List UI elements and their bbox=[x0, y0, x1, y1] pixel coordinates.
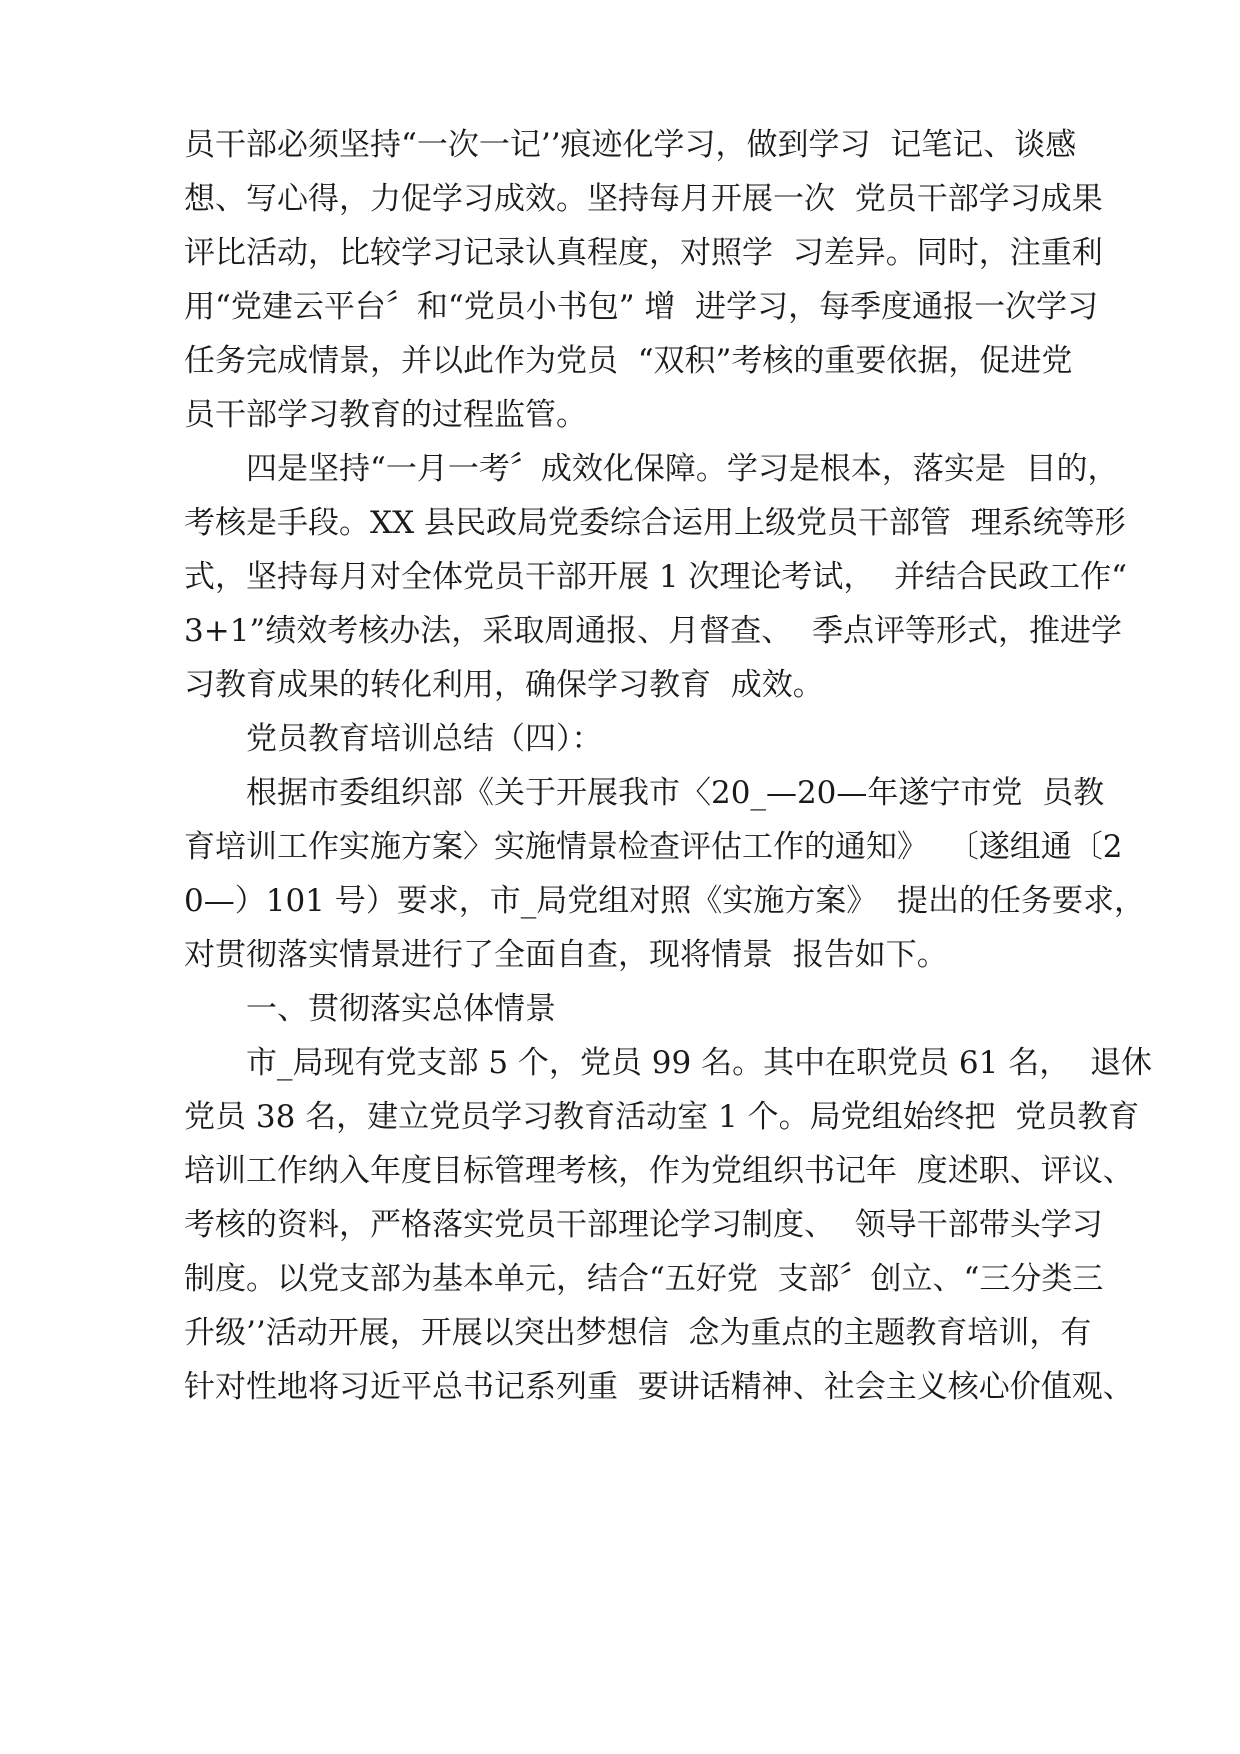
text-line: 式，坚持每月对全体党员干部开展 1 次理论考试， 并结合民政工作“ bbox=[184, 559, 1127, 595]
text-line: 3+1”绩效考核办法，采取周通报、月督查、 季点评等形式，推进学 bbox=[184, 613, 1122, 649]
section-heading: 一、贯彻落实总体情景 bbox=[246, 991, 556, 1027]
text-line: 市_局现有党支部 5 个，党员 99 名。其中在职党员 61 名， 退休 bbox=[246, 1045, 1152, 1081]
text-line: 0—）101 号）要求，市_局党组对照《实施方案》 提出的任务要求， bbox=[184, 883, 1145, 919]
text-line: 培训工作纳入年度目标管理考核，作为党组织书记年 度述职、评议、 bbox=[184, 1153, 1134, 1189]
text-line: 考核的资料，严格落实党员干部理论学习制度、 领导干部带头学习 bbox=[184, 1207, 1103, 1243]
text-line: 育培训工作实施方案〉实施情景检查评估工作的通知》 〔遂组通〔2 bbox=[184, 829, 1123, 865]
text-line: 考核是手段。XX 县民政局党委综合运用上级党员干部管 理系统等形 bbox=[184, 505, 1126, 541]
text-line: 想、写心得，力促学习成效。坚持每月开展一次 党员干部学习成果 bbox=[184, 181, 1103, 217]
text-line: 对贯彻落实情景进行了全面自查，现将情景 报告如下。 bbox=[184, 937, 948, 973]
text-line: 针对性地将习近平总书记系列重 要讲话精神、社会主义核心价值观、 bbox=[184, 1369, 1134, 1405]
text-line: 根据市委组织部《关于开展我市〈20_—20—年遂宁市党 员教 bbox=[246, 775, 1105, 811]
text-line: 用“党建云平台〞和“党员小书包” 增 进学习，每季度通报一次学习 bbox=[184, 289, 1099, 325]
text-line: 员干部学习教育的过程监管。 bbox=[184, 397, 587, 433]
text-line: 评比活动，比较学习记录认真程度，对照学 习差异。同时，注重利 bbox=[184, 235, 1103, 271]
text-line: 员干部必须坚持“一次一记’’痕迹化学习，做到学习 记笔记、谈感 bbox=[184, 127, 1077, 163]
text-line: 升级’’活动开展，开展以突出梦想信 念为重点的主题教育培训，有 bbox=[184, 1315, 1092, 1351]
text-line: 党员 38 名，建立党员学习教育活动室 1 个。局党组始终把 党员教育 bbox=[184, 1099, 1140, 1135]
text-line: 四是坚持“一月一考〞成效化保障。学习是根本，落实是 目的， bbox=[246, 451, 1119, 487]
text-line: 任务完成情景，并以此作为党员 “双积”考核的重要依据，促进党 bbox=[184, 343, 1073, 379]
text-line: 习教育成果的转化利用，确保学习教育 成效。 bbox=[184, 667, 824, 703]
section-heading: 党员教育培训总结（四）： bbox=[246, 721, 603, 757]
text-line: 制度。以党支部为基本单元，结合“五好党 支部〞创立、“三分类三 bbox=[184, 1261, 1104, 1297]
